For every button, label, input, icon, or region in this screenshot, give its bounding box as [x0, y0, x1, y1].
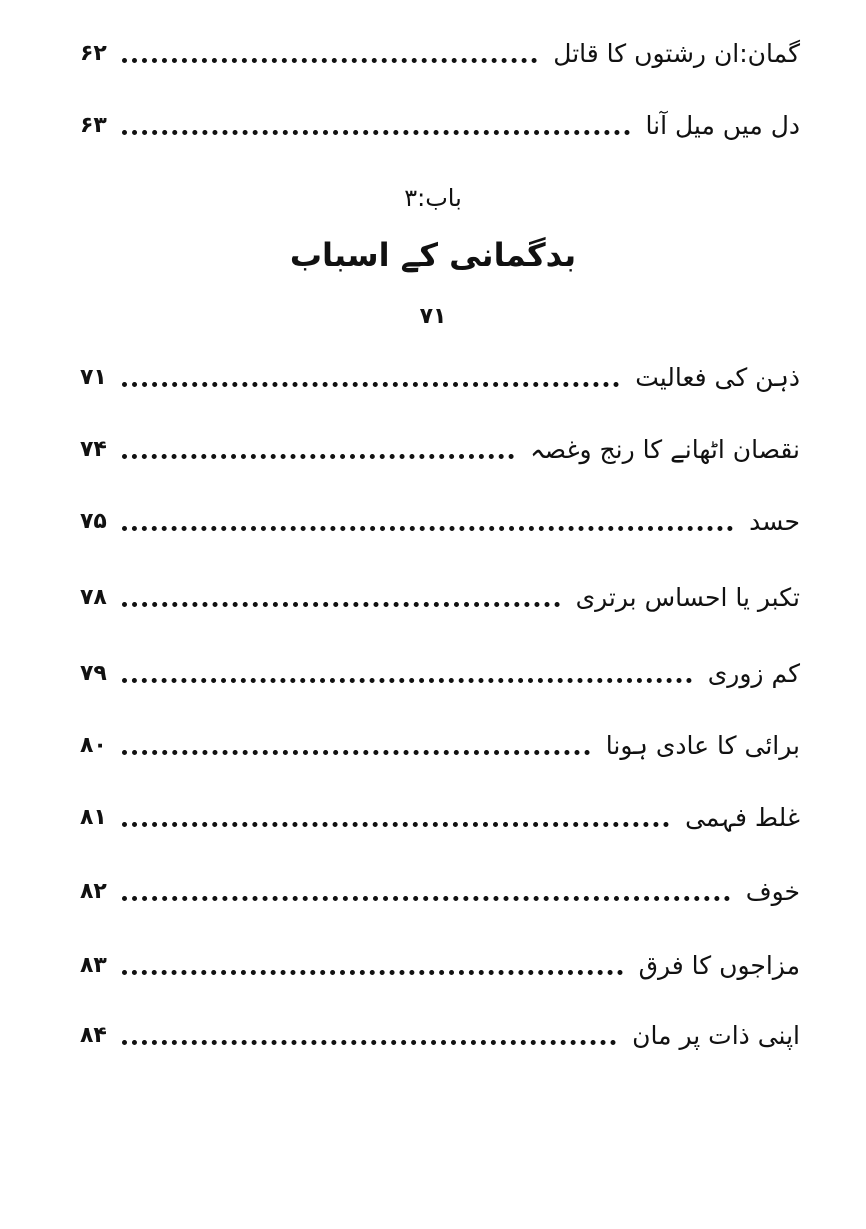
toc-entry-page: ۷۸	[80, 584, 107, 610]
toc-entry-page: ۷۱	[80, 364, 107, 390]
toc-entry	[80, 866, 800, 916]
toc-entry-page: ۸۴	[80, 1022, 107, 1048]
toc-entry	[80, 648, 800, 698]
dot-leader	[122, 896, 730, 901]
toc-entry	[80, 352, 800, 402]
dot-leader	[122, 1040, 616, 1045]
dot-leader	[122, 970, 623, 975]
toc-entry	[80, 572, 800, 622]
dot-leader	[122, 130, 630, 135]
toc-entry-page: ۸۳	[80, 952, 107, 978]
toc-entry-title: برائی کا عادی ہونا	[605, 730, 800, 760]
toc-entry-page: ۷۴	[80, 436, 107, 462]
toc-entry	[80, 940, 800, 990]
toc-entry-page: ۶۲	[80, 40, 107, 66]
toc-entry-title: تکبر یا احساس برتری	[575, 582, 800, 612]
chapter-title: بدگمانی کے اسباب	[289, 236, 577, 274]
toc-entry-title: خوف	[745, 876, 800, 906]
toc-entry-title: گمان:ان رشتوں کا قاتل	[553, 38, 800, 68]
toc-entry-page: ۸۰	[80, 732, 107, 758]
dot-leader	[122, 382, 619, 387]
toc-entry-title: غلط فہمی	[685, 802, 800, 832]
dot-leader	[122, 454, 514, 459]
toc-entry-page: ۷۵	[80, 508, 107, 534]
toc-entry-title: کم زوری	[707, 658, 800, 688]
dot-leader	[122, 822, 669, 827]
toc-entry	[80, 792, 800, 842]
toc-entry-title: اپنی ذات پر مان	[632, 1020, 800, 1050]
dot-leader	[122, 750, 590, 755]
toc-entry-title: مزاجوں کا فرق	[638, 950, 800, 980]
toc-entry	[80, 28, 800, 78]
toc-entry-title: نقصان اٹھانے کا رنج وغصہ	[530, 434, 800, 464]
chapter-page: ۷۱	[419, 304, 447, 329]
chapter-label: باب:۳	[404, 184, 462, 212]
toc-entry-page: ۷۹	[80, 660, 107, 686]
dot-leader	[122, 526, 733, 531]
toc-entry	[80, 424, 800, 474]
toc-entry-page: ۸۲	[80, 878, 107, 904]
dot-leader	[122, 602, 560, 607]
toc-entry-page: ۶۳	[80, 112, 107, 138]
toc-entry	[80, 720, 800, 770]
dot-leader	[122, 678, 692, 683]
toc-entry-title: ذہن کی فعالیت	[635, 362, 800, 392]
toc-entry-title: دل میں میل آنا	[645, 110, 800, 140]
toc-entry-title: حسد	[749, 506, 800, 536]
toc-entry-page: ۸۱	[80, 804, 107, 830]
toc-entry	[80, 1010, 800, 1060]
toc-entry	[80, 100, 800, 150]
toc-entry	[80, 496, 800, 546]
dot-leader	[122, 58, 537, 63]
